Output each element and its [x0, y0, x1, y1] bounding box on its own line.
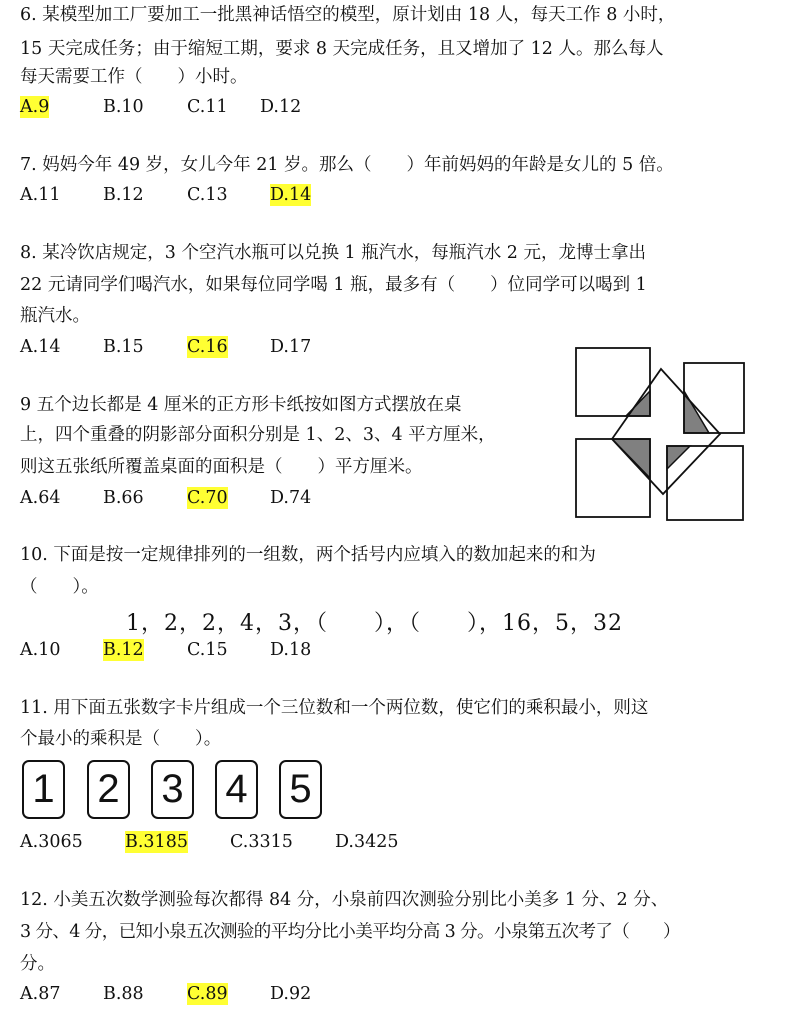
shaded-overlap-1 — [626, 391, 650, 416]
q10-line-2: （ ）。 — [20, 577, 99, 597]
number-sequence: 1，2，2，4，3，（ ），（ ），16，5，32 — [126, 611, 623, 636]
q12-line-3: 分。 — [20, 954, 55, 974]
q10-option-c: C.15 — [187, 640, 228, 660]
q6-option-a: A.9 — [20, 97, 50, 117]
q8-line-2: 22 元请同学们喝汽水，如果每位同学喝 1 瓶，最多有（ ）位同学可以喝到 1 — [20, 275, 647, 295]
digit-card-3: 3 — [151, 760, 194, 819]
q10-option-b: B.12 — [103, 640, 144, 660]
q6-line-3: 每天需要工作（ ）小时。 — [20, 67, 248, 87]
digit-card-4: 4 — [215, 760, 258, 819]
q7-line-1: 7. 妈妈今年 49 岁，女儿今年 21 岁。那么（ ）年前妈妈的年龄是女儿的 5 倍。 — [20, 155, 674, 175]
q9-line-2: 上，四个重叠的阴影部分面积分别是 1、2、3、4 平方厘米， — [20, 425, 496, 445]
q9-option-a: A.64 — [20, 488, 61, 508]
q7-option-d: D.14 — [270, 185, 312, 205]
q6-line-2: 15 天完成任务；由于缩短工期，要求 8 天完成任务，且又增加了 12 人。那么每人 — [20, 39, 664, 59]
q10-option-a: A.10 — [20, 640, 61, 660]
q11-option-a: A.3065 — [20, 832, 83, 852]
q8-option-d: D.17 — [270, 337, 312, 357]
q11-line-2: 个最小的乘积是（ ）。 — [20, 729, 222, 749]
q9-line-3: 则这五张纸所覆盖桌面的面积是（ ）平方厘米。 — [20, 457, 423, 477]
q9-option-d: D.74 — [270, 488, 312, 508]
q6-line-1: 6. 某模型加工厂要加工一批黑神话悟空的模型，原计划由 18 人，每天工作 8 小时， — [20, 5, 676, 25]
q6-option-d: D.12 — [260, 97, 302, 117]
q6-option-c: C.11 — [187, 97, 228, 117]
q11-option-c: C.3315 — [230, 832, 293, 852]
q10-line-1: 10. 下面是按一定规律排列的一组数，两个括号内应填入的数加起来的和为 — [20, 545, 596, 565]
digit-card-2: 2 — [87, 760, 130, 819]
q8-line-1: 8. 某冷饮店规定，3 个空汽水瓶可以兑换 1 瓶汽水，每瓶汽水 2 元，龙博士拿出 — [20, 243, 646, 263]
q11-option-b: B.3185 — [125, 832, 188, 852]
q12-option-c: C.89 — [187, 984, 228, 1004]
digit-card-1: 1 — [22, 760, 65, 819]
q7-option-b: B.12 — [103, 185, 144, 205]
q8-line-3: 瓶汽水。 — [20, 306, 90, 326]
q10-option-d: D.18 — [270, 640, 312, 660]
q7-option-a: A.11 — [20, 185, 61, 205]
shaded-overlap-4 — [667, 446, 690, 469]
q12-line-1: 12. 小美五次数学测验每次都得 84 分，小泉前四次测验分别比小美多 1 分、2 分、 — [20, 890, 669, 910]
q9-line-1: 9 五个边长都是 4 厘米的正方形卡纸按如图方式摆放在桌 — [20, 395, 462, 415]
squares-figure — [574, 346, 746, 522]
digit-card-5: 5 — [279, 760, 322, 819]
q9-option-b: B.66 — [103, 488, 144, 508]
q12-option-a: A.87 — [20, 984, 61, 1004]
q12-option-d: D.92 — [270, 984, 312, 1004]
q12-line-2: 3 分、4 分，已知小泉五次测验的平均分比小美平均分高 3 分。小泉第五次考了（ ） — [20, 922, 680, 942]
q8-option-b: B.15 — [103, 337, 144, 357]
q6-option-b: B.10 — [103, 97, 144, 117]
q7-option-c: C.13 — [187, 185, 228, 205]
q11-line-1: 11. 用下面五张数字卡片组成一个三位数和一个两位数，使它们的乘积最小，则这 — [20, 698, 649, 718]
q12-option-b: B.88 — [103, 984, 144, 1004]
q8-option-c: C.16 — [187, 337, 228, 357]
q9-option-c: C.70 — [187, 488, 228, 508]
q8-option-a: A.14 — [20, 337, 61, 357]
q11-option-d: D.3425 — [335, 832, 399, 852]
